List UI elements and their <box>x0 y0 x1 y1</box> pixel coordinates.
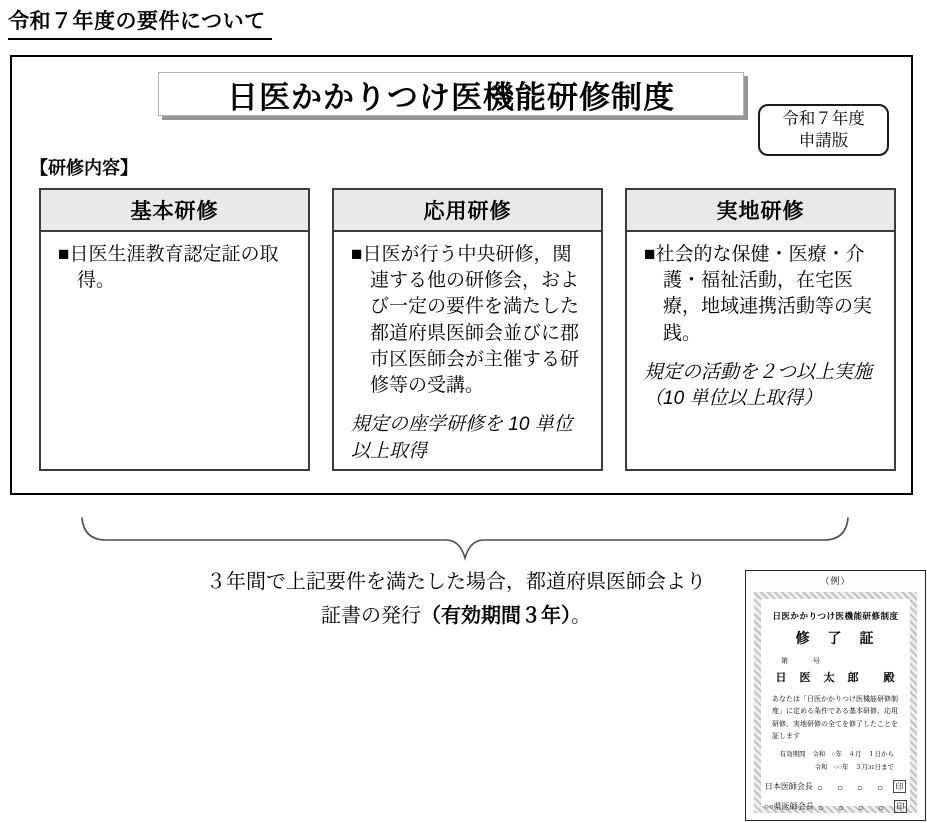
certificate-title: 修 了 証 <box>795 632 876 647</box>
brace-icon <box>80 514 850 564</box>
edition-line1: 令和７年度 <box>782 109 865 128</box>
certificate-recipient-name: 日 医 太 郎 殿 <box>775 672 896 684</box>
requirement-note: 規定の座学研修を 10 単位以上取得 <box>351 414 573 462</box>
conclusion-line2 <box>150 600 762 634</box>
signer-title: ○○県医師会長 <box>764 802 814 811</box>
seal-stamp-icon: 印 <box>894 800 907 813</box>
certificate-body-text: あなたは「日医かかりつけ医機能研修制度」に定める条件である基本研修、応用研修、実地研修の全てを修了したことを証します <box>772 695 898 740</box>
column-header: 応用研修 <box>332 188 603 232</box>
bullet-item: ■社会的な保健・医療・介護・福祉活動，在宅医療，地域連携活動等の実践。 <box>644 244 873 344</box>
column-body <box>625 232 896 471</box>
certificate-number-line: 第 号 <box>781 657 821 665</box>
certificate-system-title: 日医かかりつけ医機能研修制度 <box>772 611 899 621</box>
bullet-item: ■日医生涯教育認定証の取得。 <box>58 244 279 292</box>
conclusion-line2-prefix: 証書の発行 <box>321 604 421 627</box>
validity-period-bold: （有効期間３年） <box>421 604 571 627</box>
section-label-training-content: 【研修内容】 <box>30 158 138 178</box>
column-header: 実地研修 <box>625 188 896 232</box>
certificate-example-image <box>745 570 926 821</box>
curly-brace-decoration <box>80 514 850 564</box>
column-applied-training <box>332 188 603 471</box>
conclusion-line1: ３年間で上記要件を満たした場合，都道府県医師会より <box>206 571 706 593</box>
signer-title: 日本医師会長 <box>764 782 813 791</box>
signer-name: ○ ○ ○ ○ <box>817 803 886 814</box>
bullet-item: ■日医が行う中央研修，関連する他の研修会，および一定の要件を満たした都道府県医師会並びに郡市区医師会が主催する研修等の受講。 <box>351 244 580 397</box>
edition-badge <box>758 104 889 156</box>
example-label: （例） <box>820 576 851 586</box>
requirement-note: 規定の活動を２つ以上実施（10 単位以上取得） <box>644 361 873 410</box>
column-header: 基本研修 <box>39 188 310 232</box>
edition-line2: 申請版 <box>798 132 849 150</box>
certificate-ornate-frame <box>754 592 917 813</box>
requirements-diagram-frame <box>10 55 913 495</box>
signer-row-prefecture <box>761 799 910 814</box>
certificate-content <box>761 599 910 814</box>
column-basic-training <box>39 188 310 471</box>
signer-row-jma <box>761 779 910 794</box>
validity-line1: 有効期間 令和 ○年 ４月 １日から <box>779 751 894 758</box>
page-title: 令和７年度の要件について <box>8 5 272 40</box>
signer-name: ○ ○ ○ ○ <box>816 783 886 794</box>
conclusion-text <box>150 566 762 633</box>
column-field-training <box>625 188 896 471</box>
column-body <box>332 232 603 471</box>
program-title: 日医かかりつけ医機能研修制度 <box>158 72 744 116</box>
seal-stamp-icon: 印 <box>893 780 906 793</box>
validity-line2: 令和 ○○年 ３月31日まで <box>814 764 894 771</box>
certificate-validity <box>777 748 894 774</box>
column-body <box>39 232 310 471</box>
conclusion-line2-suffix: 。 <box>571 604 591 627</box>
